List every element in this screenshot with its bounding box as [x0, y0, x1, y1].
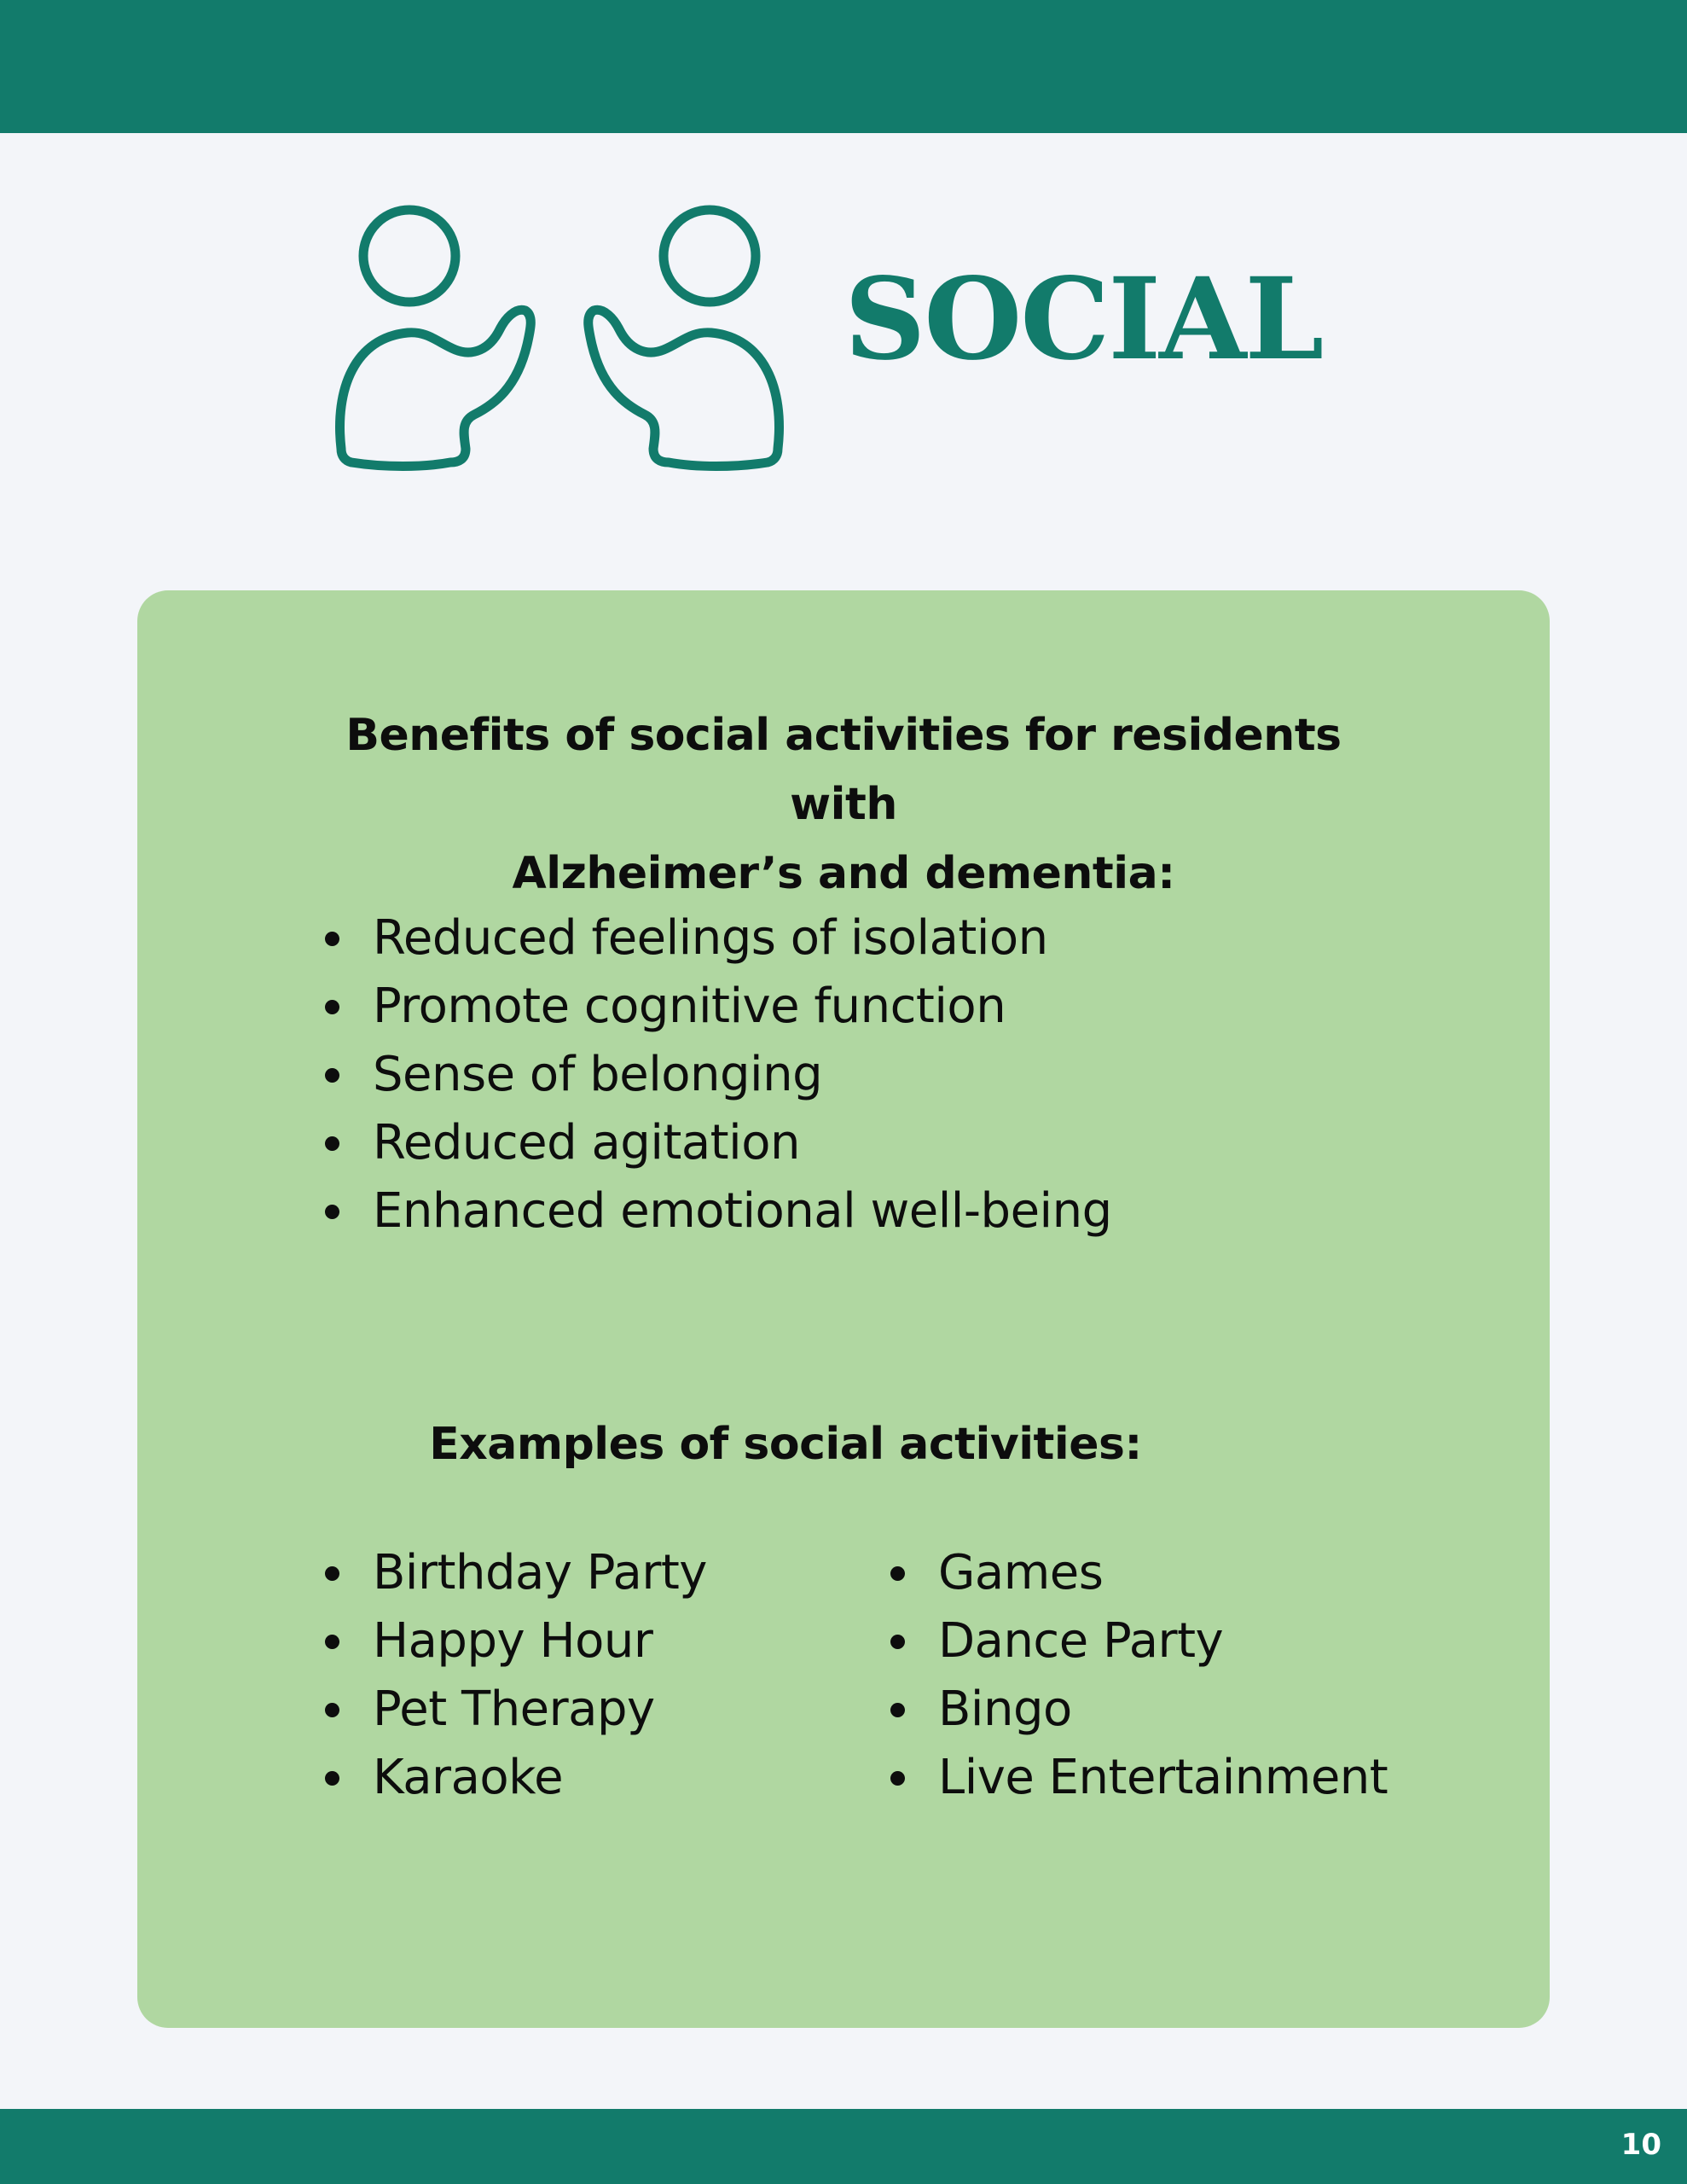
content-card: [137, 590, 1550, 2028]
list-item: Karaoke: [313, 1744, 707, 1812]
list-item: Reduced agitation: [313, 1109, 1112, 1177]
list-item: Pet Therapy: [313, 1676, 707, 1744]
list-item: Live Entertainment: [878, 1744, 1388, 1812]
examples-heading: Examples of social activities:: [429, 1419, 1142, 1470]
benefits-list: [313, 904, 1112, 1246]
page-title: SOCIAL: [844, 253, 1323, 386]
two-people-high-five-icon: [329, 201, 790, 474]
list-item: Games: [878, 1539, 1388, 1607]
examples-list-right: [878, 1539, 1388, 1812]
page-number: 10: [1620, 2128, 1661, 2162]
footer-band: [0, 2109, 1687, 2184]
list-item: Enhanced emotional well-being: [313, 1177, 1112, 1246]
benefits-heading-line2: Alzheimer’s and dementia:: [512, 848, 1175, 899]
list-item: Dance Party: [878, 1607, 1388, 1676]
list-item: Reduced feelings of isolation: [313, 904, 1112, 973]
list-item: Birthday Party: [313, 1539, 707, 1607]
benefits-heading: [137, 701, 1550, 909]
benefits-heading-line1: Benefits of social activities for residents with: [345, 710, 1342, 830]
header-band: [0, 0, 1687, 133]
list-item: Bingo: [878, 1676, 1388, 1744]
list-item: Sense of belonging: [313, 1041, 1112, 1109]
examples-list-left: [313, 1539, 707, 1812]
list-item: Happy Hour: [313, 1607, 707, 1676]
list-item: Promote cognitive function: [313, 973, 1112, 1041]
